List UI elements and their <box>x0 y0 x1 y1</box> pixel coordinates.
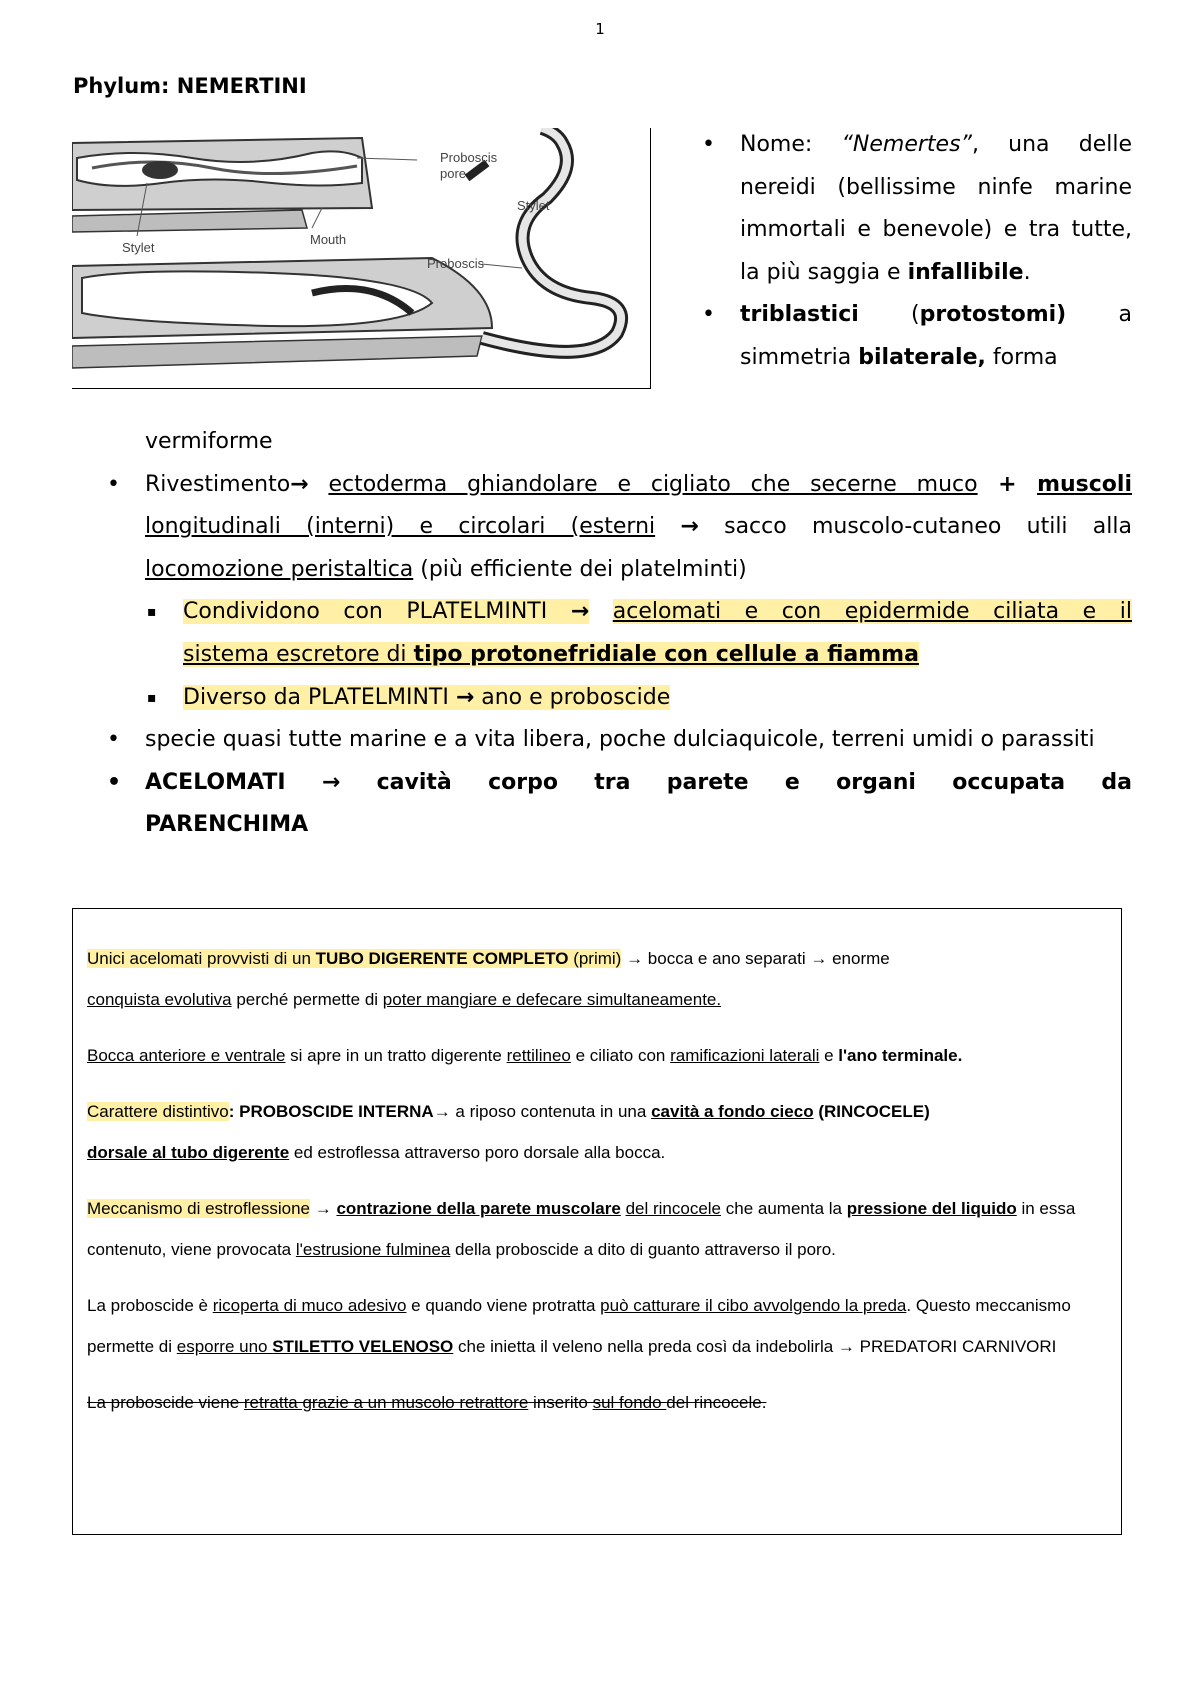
triblastici-b3: bilaterale, <box>858 344 986 370</box>
bullet-rivestimento <box>145 464 1132 592</box>
p6-t1: La proboscide viene <box>87 1393 244 1412</box>
nome-text: , una delle nereidi (bellissime ninfe marine immortali e benevole) e tra tutte, la più saggia e <box>740 132 1132 285</box>
condividono-line2 <box>183 634 1132 677</box>
label-proboscis-pore-2: pore <box>440 166 467 181</box>
p6-t2: inserito <box>528 1393 593 1412</box>
triblastici-t2: a simmetria <box>740 302 1132 370</box>
p4-u2: l'estrusione fulminea <box>295 1240 451 1259</box>
p1-u1: conquista evolutiva <box>87 990 232 1009</box>
main-bullets <box>145 421 1132 847</box>
p5-t3: . Questo meccanismo permette di <box>87 1296 1071 1356</box>
rivestimento-u3: locomozione peristaltica <box>145 556 414 582</box>
p1-u2: poter mangiare e defecare simultaneamente. <box>382 990 722 1009</box>
arrow-icon: → <box>570 599 590 625</box>
p1-hl1: Unici acelomati provvisti di un <box>87 949 316 968</box>
stylet-apparatus <box>142 161 178 179</box>
condividono-line1 <box>183 591 1132 634</box>
label-mouth: Mouth <box>310 232 347 247</box>
box-paragraph-1 <box>87 938 1117 1020</box>
p3-t1: → a riposo contenuta in una <box>433 1102 652 1121</box>
rivestimento-t4: (più efficiente dei platelminti) <box>413 556 747 582</box>
p3-t3: ed estroflessa attraverso poro dorsale alla bocca. <box>289 1143 666 1162</box>
arrow-icon: → <box>680 514 699 540</box>
p5-t4: che inietta il veleno nella preda così da indebolirla → PREDATORI CARNIVORI <box>453 1337 1057 1356</box>
p5-u1: ricoperta di muco adesivo <box>212 1296 407 1315</box>
rivestimento-u1: ectoderma ghiandolare e cigliato che secerne muco <box>328 471 978 497</box>
triblastici-b1: triblastici <box>740 302 859 328</box>
sub-bullet-condividono <box>183 591 1132 676</box>
bullet-specie: • specie quasi tutte marine e a vita libera, poche dulciaquicole, terreni umidi o parassiti <box>145 719 1132 762</box>
nemertean-proboscis-figure <box>72 128 651 389</box>
p2-t2: e ciliato con <box>570 1046 671 1065</box>
p4-t1: → <box>309 1199 337 1218</box>
p4-t3: che aumenta la <box>721 1199 847 1218</box>
label-proboscis-pore-1: Proboscis <box>440 150 498 165</box>
label-stylet-top: Stylet <box>517 198 550 213</box>
p3-hl: Carattere distintivo <box>87 1102 229 1121</box>
diverso-t2: ano e proboscide <box>474 684 671 710</box>
intro-bullets <box>740 124 1132 380</box>
box-paragraph-4 <box>87 1188 1117 1270</box>
p1-t2: perché permette di <box>231 990 383 1009</box>
p4-bu2: pressione del liquido <box>846 1199 1017 1218</box>
diverso-t1: Diverso da PLATELMINTI <box>183 684 456 710</box>
p4-hl: Meccanismo di estroflessione <box>87 1199 310 1218</box>
condividono-u1: acelomati e con epidermide ciliata e il <box>612 599 1132 625</box>
label-proboscis: Proboscis <box>427 256 485 271</box>
p5-u2: può catturare il cibo avvolgendo la preda <box>600 1296 907 1315</box>
bullet-nome <box>740 124 1132 294</box>
rivestimento-t2: + <box>977 471 1038 497</box>
summary-box-text <box>87 938 1117 1438</box>
rivestimento-t3: sacco muscolo-cutaneo utili alla <box>698 514 1132 540</box>
condividono-bu: tipo protonefridiale con cellule a fiamma <box>413 641 919 667</box>
triblastici-continuation: vermiforme <box>145 429 273 454</box>
arrow-icon: → <box>455 684 475 710</box>
bullet-triblastici <box>740 294 1132 379</box>
everted-proboscis-inner <box>482 128 621 352</box>
triblastici-t3: forma <box>985 344 1058 370</box>
p4-u1: del rincocele <box>625 1199 722 1218</box>
p3-bu1: cavità a fondo cieco <box>651 1102 814 1121</box>
rivestimento-bu1: muscoli <box>1037 471 1132 497</box>
acelomati-line2: PARENCHIMA <box>145 812 309 838</box>
p6-t3: del rincocele. <box>666 1393 767 1412</box>
triblastici-b2: protostomi) <box>919 302 1067 328</box>
condividono-t1: Condividono con PLATELMINTI <box>183 599 571 625</box>
p1-hl2: (primi) <box>568 949 622 968</box>
box-paragraph-3 <box>87 1091 1117 1173</box>
triblastici-t1: ( <box>858 302 920 328</box>
gut-wall <box>72 210 307 232</box>
p3-bu2: dorsale al tubo digerente <box>87 1143 290 1162</box>
p5-t2: e quando viene protratta <box>406 1296 601 1315</box>
p2-u3: ramificazioni laterali <box>670 1046 820 1065</box>
rivestimento-line3 <box>145 549 1132 592</box>
rivestimento-t1: Rivestimento <box>145 471 291 497</box>
box-paragraph-2 <box>87 1035 1117 1076</box>
p2-t1: si apre in un tratto digerente <box>285 1046 507 1065</box>
arrow-icon: → <box>290 471 309 497</box>
p1-hlb: TUBO DIGERENTE COMPLETO <box>315 949 569 968</box>
p3-b1: : PROBOSCIDE INTERNA <box>228 1102 434 1121</box>
condividono-u2: sistema escretore di <box>183 641 414 667</box>
sub-bullet-diverso <box>183 677 1132 720</box>
page-number: 1 <box>595 20 605 38</box>
everted-proboscis-outer <box>482 128 621 352</box>
p6-u2: sul fondo <box>592 1393 667 1412</box>
rivestimento-line1 <box>145 464 1132 507</box>
p2-b1: l'ano terminale. <box>838 1046 963 1065</box>
p6-u1: retratta grazie a un muscolo retrattore <box>243 1393 529 1412</box>
box-paragraph-5 <box>87 1285 1117 1367</box>
everted-stylet <box>467 163 487 178</box>
p5-u3: esporre uno <box>176 1337 273 1356</box>
rivestimento-line2 <box>145 506 1132 549</box>
p4-t5: della proboscide a dito di guanto attraverso il poro. <box>450 1240 836 1259</box>
lower-gut-wall <box>72 336 482 368</box>
p4-bu1: contrazione della parete muscolare <box>336 1199 621 1218</box>
p2-u2: rettilineo <box>506 1046 571 1065</box>
rivestimento-u2: longitudinali (interni) e circolari (esterni <box>145 514 656 540</box>
p2-u1: Bocca anteriore e ventrale <box>87 1046 286 1065</box>
leader-mouth <box>312 208 322 228</box>
label-stylet-left: Stylet <box>122 240 155 255</box>
nome-prefix: Nome: <box>740 132 842 157</box>
box-paragraph-6 <box>87 1382 1117 1423</box>
leader-proboscis <box>482 264 522 268</box>
nome-italic: “Nemertes” <box>841 132 972 157</box>
proboscis-diagram <box>72 128 650 388</box>
nome-end: . <box>1023 259 1031 285</box>
p5-bu: STILETTO VELENOSO <box>272 1337 454 1356</box>
acelomati-line1: • ACELOMATI → cavità corpo tra parete e organi occupata da <box>145 769 1132 795</box>
p3-b2: (RINCOCELE) <box>818 1102 930 1121</box>
p2-t3: e <box>819 1046 839 1065</box>
p1-t1: → bocca e ano separati → enorme <box>621 949 890 968</box>
p5-t1: La proboscide è <box>87 1296 213 1315</box>
nome-bold: infallibile <box>907 259 1024 285</box>
bullet-acelomati <box>145 762 1132 847</box>
page-title: Phylum: NEMERTINI <box>73 74 307 98</box>
p4-t4: in essa contenuto, viene provocata <box>87 1199 1076 1259</box>
